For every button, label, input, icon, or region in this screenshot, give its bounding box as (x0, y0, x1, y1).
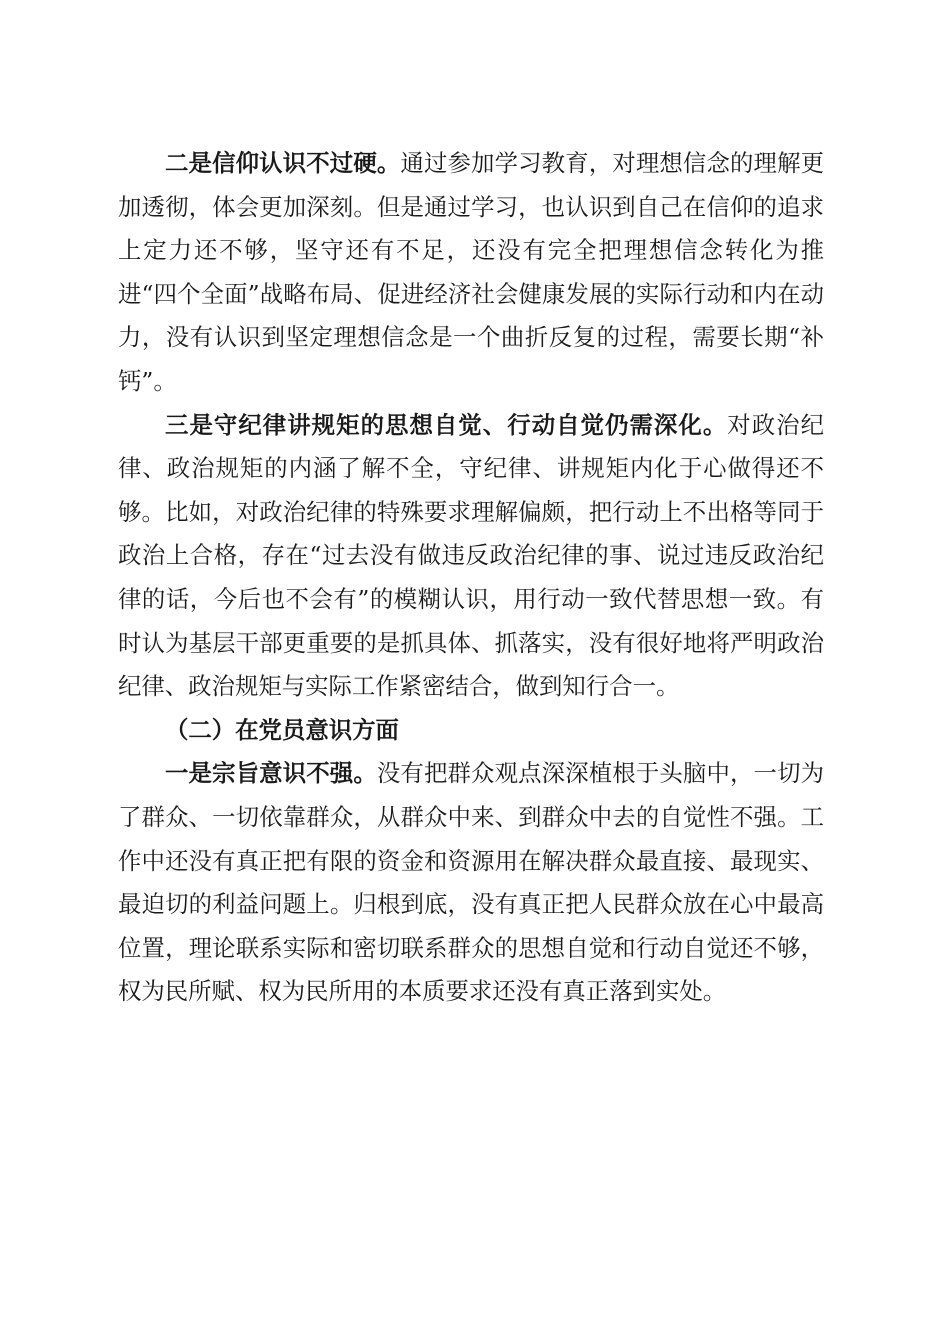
paragraph-faith (118, 142, 824, 404)
section-subheading: （二）在党员意识方面 (165, 715, 399, 744)
paragraph-discipline (118, 404, 824, 709)
document-page (118, 142, 824, 1014)
paragraph-lead: 二是信仰认识不过硬。 (165, 149, 401, 177)
paragraph-lead: 一是宗旨意识不强。 (165, 759, 377, 788)
paragraph-body: 没有把群众观点深深植根于头脑中，一切为了群众、一切依靠群众，从群众中来、到群众中去的自觉性不强。工作中还没有真正把有限的资金和资源用在解决群众最直接、最现实、最迫切的利益问题上。归根到底，没有真正把人民群众放在心中最高位置，理论联系实际和密切联系群众的思想自觉和行动自觉还不够，权为民所赋、权为民所用的本质要求还没有真正落到实处。 (118, 759, 825, 1006)
paragraph-body: 对政治纪律、政治规矩的内涵了解不全，守纪律、讲规矩内化于心做得还不够。比如，对政治纪律的特殊要求理解偏颇，把行动上不出格等同于政治上合格，存在“过去没有做违反政治纪律的事、说过违反政治纪律的话，今后也不会有”的模糊认识，用行动一致代替思想一致。有时认为基层干部更重要的是抓具体、抓落实，没有很好地将严明政治纪律、政治规矩与实际工作紧密结合，做到知行合一。 (118, 410, 825, 701)
paragraph-purpose (118, 752, 824, 1014)
paragraph-body: 通过参加学习教育，对理想信念的理解更加透彻，体会更加深刻。但是通过学习，也认识到自己在信仰的追求上定力还不够，坚守还有不足，还没有完全把理想信念转化为推进“四个全面”战略布局、促进经济社会健康发展的实际行动和内在动力，没有认识到坚定理想信念是一个曲折反复的过程，需要长期“补钙”。 (118, 149, 825, 395)
paragraph-lead: 三是守纪律讲规矩的思想自觉、行动自觉仍需深化。 (165, 410, 728, 439)
